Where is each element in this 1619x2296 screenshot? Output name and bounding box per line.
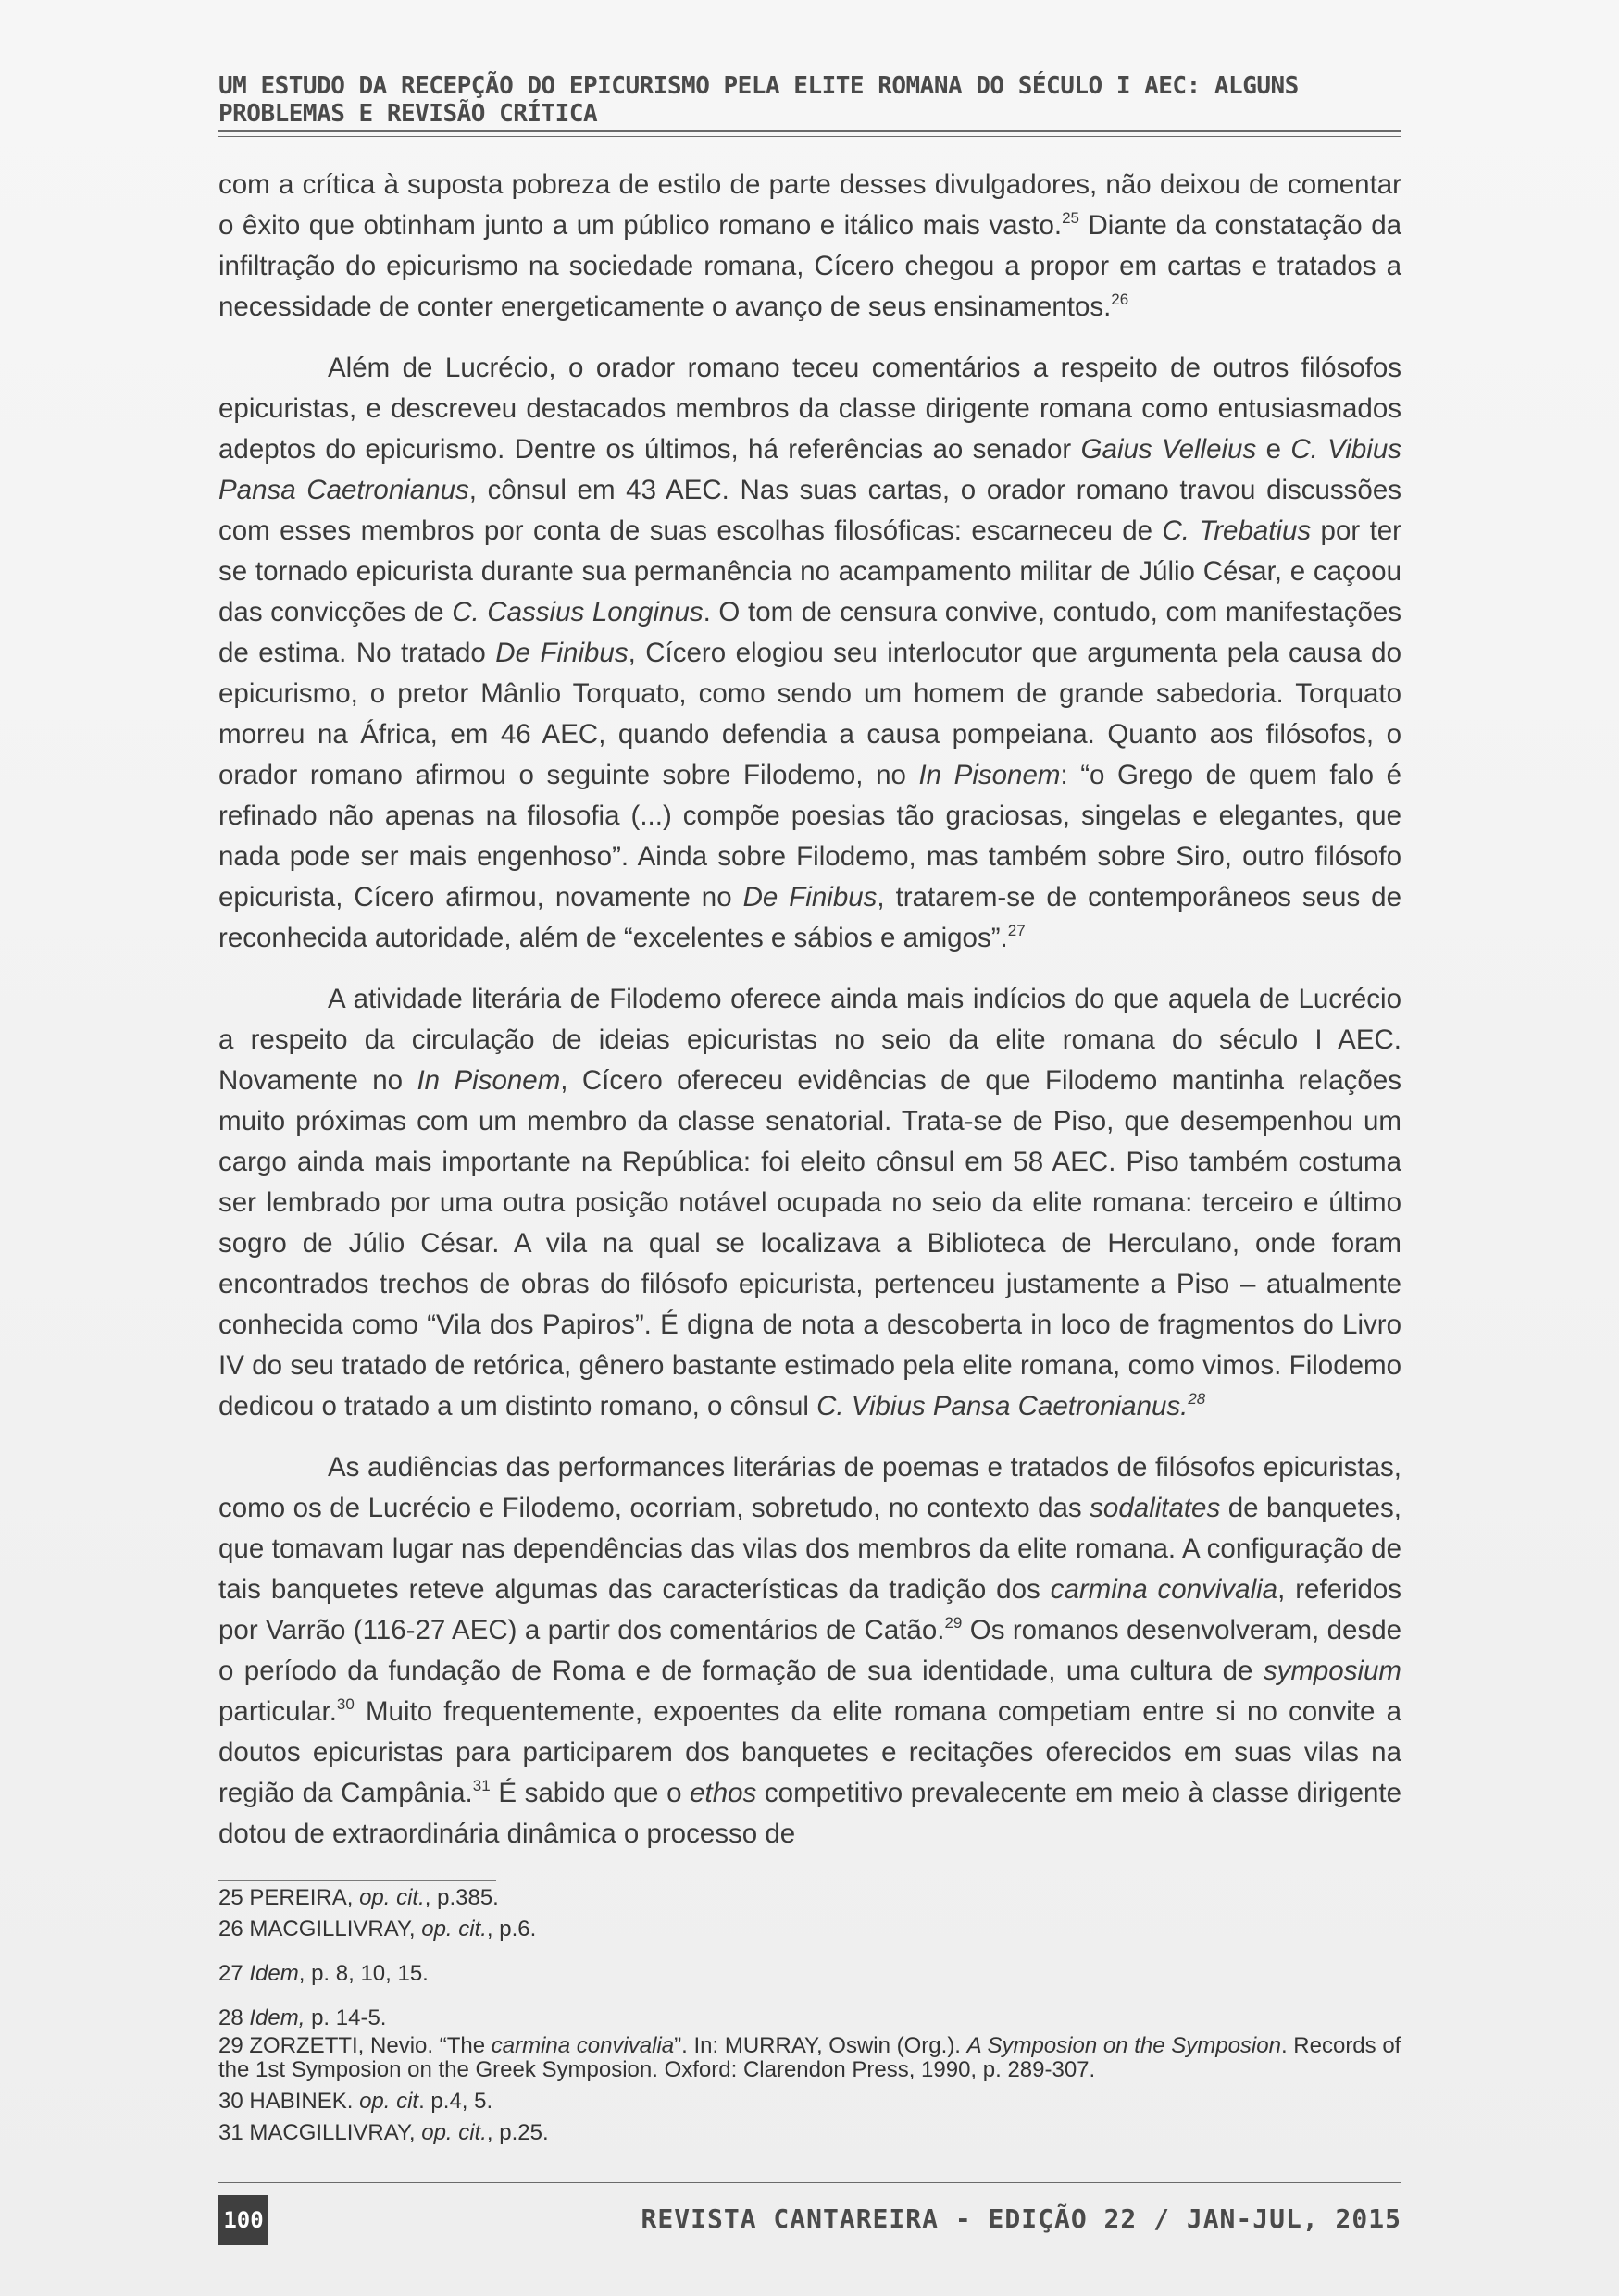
footnote-ref: 25 <box>1062 209 1079 227</box>
footnote-ref: 30 <box>336 1695 355 1713</box>
paragraph: As audiências das performances literárias de poemas e tratados de filósofos epicuristas, como os de Lucrécio e Filodemo, ocorriam, sobretudo, no contexto das sodalitates de banquetes, que tomavam lugar nas dependências das vilas dos membros da elite romana. A configuração de tais banquetes reteve algumas das características da tradição dos carmina convivalia, referidos por Varrão (116-27 AEC) a partir dos comentários de Catão.$^{29}$ Os romanos desenvolveram, desde o período da fundação de Roma e de formação de sua identidade, uma cultura de symposium particular.$^{30}$ Muito frequentemente, expoentes da elite romana competiam entre si no convite a doutos epicuristas para participarem dos banquetes e recitações oferecidos em suas vilas na região da Campânia.$^{31}$ É sabido que o ethos competitivo prevalecente em meio à classe dirigente dotou de extraordinária dinâmica o processo de <box>218 1452 1402 1849</box>
running-header-line-2: PROBLEMAS E REVISÃO CRÍTICA <box>218 100 598 128</box>
running-header-line-1: UM ESTUDO DA RECEPÇÃO DO EPICURISMO PELA ELITE ROMANA DO SÉCULO I AEC: ALGUNS <box>218 72 1299 100</box>
journal-footer: REVISTA CANTAREIRA - EDIÇÃO 22 / JAN-JUL, 2015 <box>641 2203 1401 2234</box>
header-rule <box>218 130 1401 132</box>
running-header <box>218 72 1401 128</box>
footnote-31: 31 MACGILLIVRAY, op. cit., p.25. <box>218 2120 549 2145</box>
footer-rule <box>218 2182 1401 2183</box>
footnote-30: 30 HABINEK. op. cit. p.4, 5. <box>218 2089 493 2114</box>
footnote-26: 26 MACGILLIVRAY, op. cit., p.6. <box>218 1917 537 1942</box>
header-rule-thin <box>218 136 1401 137</box>
footnote-27: 27 Idem, p. 8, 10, 15. <box>218 1961 429 1986</box>
footnote-28: 28 Idem, p. 14-5. <box>218 2005 387 2030</box>
paragraph: com a crítica à suposta pobreza de estilo de parte desses divulgadores, não deixou de comentar o êxito que obtinham junto a um público romano e itálico mais vasto.$^{25}$ Diante da constatação da infiltração do epicurismo na sociedade romana, Cícero chegou a propor em cartas e tratados a necessidade de conter energeticamente o avanço de seus ensinamentos.$^{26}$ <box>218 169 1402 322</box>
footnote-ref: 29 <box>944 1614 963 1632</box>
footnote-ref: 26 <box>1111 291 1129 308</box>
paragraph: A atividade literária de Filodemo oferece ainda mais indícios do que aquela de Lucrécio a respeito da circulação de ideias epicuristas no seio da elite romana do século I AEC. Novamente no In Pisonem, Cícero ofereceu evidências de que Filodemo mantinha relações muito próximas com um membro da classe senatorial. Trata-se de Piso, que desempenhou um cargo ainda mais importante na República: foi eleito cônsul em 58 AEC. Piso também costuma ser lembrado por uma outra posição notável ocupada no seio da elite romana: terceiro e último sogro de Júlio César. A vila na qual se localizava a Biblioteca de Herculano, onde foram encontrados trechos de obras do filósofo epicurista, pertenceu justamente a Piso – atualmente conhecida como “Vila dos Papiros”. É digna de nota a descoberta in loco de fragmentos do Livro IV do seu tratado de retórica, gênero bastante estimado pela elite romana, como vimos. Filodemo dedicou o tratado a um distinto romano, o cônsul C. Vibius Pansa Caetronianus.$^{28}$ <box>218 984 1401 1421</box>
footnote-25: 25 PEREIRA, op. cit., p.385. <box>218 1885 499 1910</box>
footnote-ref: 31 <box>472 1777 491 1794</box>
footnote-ref: 27 <box>1007 922 1026 939</box>
body-text <box>218 165 1401 1855</box>
footnotes <box>218 1886 1401 2145</box>
footnote-29: 29 ZORZETTI, Nevio. “The carmina convivalia”. In: MURRAY, Oswin (Org.). A Symposion on the Symposion. Records of the 1st Symposion on the Greek Symposion. Oxford: Clarendon Press, 1990, p. 289-307. <box>218 2033 1401 2082</box>
paragraph: Além de Lucrécio, o orador romano teceu comentários a respeito de outros filósofos epicuristas, e descreveu destacados membros da classe dirigente romana como entusiasmados adeptos do epicurismo. Dentre os últimos, há referências ao senador Gaius Velleius e C. Vibius Pansa Caetronianus, cônsul em 43 AEC. Nas suas cartas, o orador romano travou discussões com esses membros por conta de suas escolhas filosóficas: escarneceu de C. Trebatius por ter se tornado epicurista durante sua permanência no acampamento militar de Júlio César, e caçoou das convicções de C. Cassius Longinus. O tom de censura convive, contudo, com manifestações de estima. No tratado De Finibus, Cícero elogiou seu interlocutor que argumenta pela causa do epicurismo, o pretor Mânlio Torquato, como sendo um homem de grande sabedoria. Torquato morreu na África, em 46 AEC, quando defendia a causa pompeiana. Quanto aos filósofos, o orador romano afirmou o seguinte sobre Filodemo, no In Pisonem: “o Grego de quem falo é refinado não apenas na filosofia (...) compõe poesias tão graciosas, singelas e elegantes, que nada pode ser mais engenhoso”. Ainda sobre Filodemo, mas também sobre Siro, outro filósofo epicurista, Cícero afirmou, novamente no De Finibus, tratarem-se de contemporâneos seus de reconhecida autoridade, além de “excelentes e sábios e amigos”.$^{27}$ <box>218 353 1402 953</box>
footnote-separator <box>218 1880 496 1881</box>
page-number: 100 <box>218 2195 268 2245</box>
footnote-ref: 28 <box>1188 1390 1206 1408</box>
